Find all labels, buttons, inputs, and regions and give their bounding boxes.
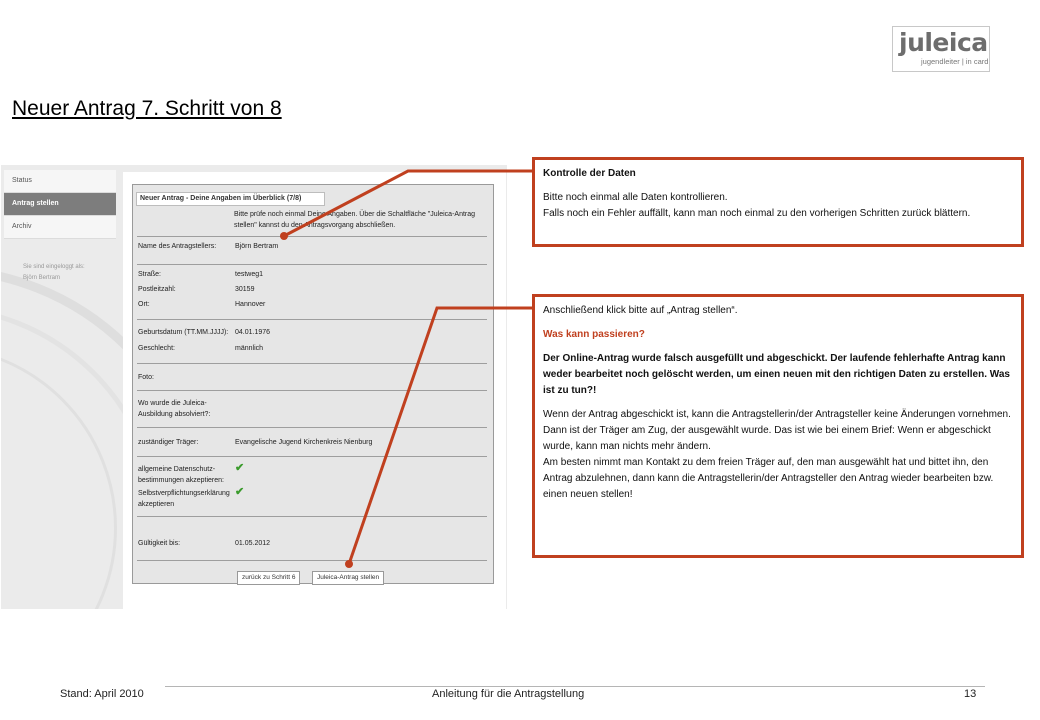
- value-name: Björn Bertram: [235, 243, 279, 250]
- submit-application-button[interactable]: Juleica-Antrag stellen: [312, 571, 384, 585]
- label-privacy: allgemeine Datenschutz-bestimmungen akzeptieren:: [138, 466, 224, 484]
- value-gender: männlich: [235, 345, 264, 352]
- checkmark-icon: ✔: [235, 486, 245, 498]
- value-validity: 01.05.2012: [235, 540, 271, 547]
- divider: [137, 516, 487, 517]
- spacer: [543, 343, 1013, 351]
- callout-submit-info: [532, 294, 1024, 558]
- slide-title: Neuer Antrag 7. Schritt von 8: [12, 97, 282, 120]
- value-birthdate: 04.01.1976: [235, 329, 271, 336]
- juleica-logo: [892, 26, 990, 72]
- label-city: Ort:: [138, 301, 150, 308]
- logo-word: juleica: [899, 28, 988, 57]
- callout-check-line2: Falls noch ein Fehler auffällt, kann man noch einmal zu den vorherigen Schritten zurück blättern.: [543, 208, 971, 219]
- label-commitment: Selbstverpflichtungserklärung akzeptieren: [138, 490, 230, 508]
- divider: [137, 560, 487, 561]
- value-street: testweg1: [235, 271, 264, 278]
- divider: [137, 390, 487, 391]
- form-header: Neuer Antrag - Deine Angaben im Überblick (7/8): [136, 192, 325, 206]
- callout-check-data: [532, 157, 1024, 247]
- callout-question: Was kann passieren?: [543, 329, 645, 340]
- callout-submit-line1: Anschließend klick bitte auf „Antrag stellen“.: [543, 305, 738, 316]
- callout-check-line1: Bitte noch einmal alle Daten kontrollieren.: [543, 192, 728, 203]
- form-intro: Bitte prüfe noch einmal Deine Angaben. Über die Schaltfläche "Juleica-Antrag stellen" kannst du den Antragsvorgang abschließen.: [234, 211, 476, 229]
- main-panel: [123, 172, 506, 609]
- label-street: Straße:: [138, 271, 161, 278]
- label-birthdate: Geburtsdatum (TT.MM.JJJJ):: [138, 329, 229, 336]
- divider: [137, 456, 487, 457]
- sidebar-item-antrag-stellen[interactable]: Antrag stellen: [4, 193, 116, 216]
- callout-paragraph-2: Am besten nimmt man Kontakt zu dem freien Träger auf, den man ausgewählt hat und bittet ihn, den Antrag abzulehnen, dann kann die Antragstellerin/der Antragsteller den Antrag wieder bearbeiten bzw. einen neuen stellen!: [543, 457, 994, 500]
- label-gender: Geschlecht:: [138, 345, 175, 352]
- spacer: [543, 182, 1013, 190]
- spacer: [543, 399, 1013, 407]
- footer-title: Anleitung für die Antragstellung: [432, 688, 585, 700]
- divider: [137, 427, 487, 428]
- checkmark-icon: ✔: [235, 462, 245, 474]
- spacer: [543, 319, 1013, 327]
- label-sponsor: zuständiger Träger:: [138, 439, 199, 446]
- sidebar-item-archiv[interactable]: Archiv: [4, 216, 116, 239]
- label-photo: Foto:: [138, 374, 154, 381]
- divider: [137, 319, 487, 320]
- value-city: Hannover: [235, 301, 266, 308]
- footer-divider: [165, 686, 985, 687]
- footer-date: Stand: April 2010: [60, 688, 144, 700]
- login-label: Sie sind eingeloggt als:: [23, 264, 85, 270]
- value-sponsor: Evangelische Jugend Kirchenkreis Nienburg: [235, 439, 373, 446]
- sidebar-nav: [4, 170, 116, 239]
- value-postcode: 30159: [235, 286, 255, 293]
- divider: [137, 264, 487, 265]
- divider: [137, 236, 487, 237]
- summary-form: [132, 184, 494, 584]
- sidebar-item-status[interactable]: Status: [4, 170, 116, 193]
- callout-check-title: Kontrolle der Daten: [543, 168, 636, 179]
- footer-page-number: 13: [964, 688, 977, 700]
- callout-paragraph-1: Wenn der Antrag abgeschickt ist, kann die Antragstellerin/der Antragsteller keine Änderungen vornehmen. Dann ist der Träger am Zug, der ausgewählt wurde. Das ist wie bei einem Brief: Wenn er abgeschickt wurde, kann man nichts mehr ändern.: [543, 409, 1011, 452]
- divider: [137, 363, 487, 364]
- back-button[interactable]: zurück zu Schritt 6: [237, 571, 300, 585]
- label-validity: Gültigkeit bis:: [138, 540, 181, 547]
- logo-tagline: jugendleiter | in card: [921, 57, 989, 66]
- label-training: Wo wurde die Juleica-Ausbildung absolviert?:: [138, 400, 211, 418]
- login-name: Björn Bertram: [23, 275, 61, 281]
- label-name: Name des Antragstellers:: [138, 243, 217, 250]
- label-postcode: Postleitzahl:: [138, 286, 176, 293]
- app-screenshot: [1, 165, 507, 609]
- callout-bold-text: Der Online-Antrag wurde falsch ausgefüllt und abgeschickt. Der laufende fehlerhafte Antrag kann weder bearbeitet noch gelöscht werden, um einen neuen mit den richtigen Daten zu erstellen. Was ist zu tun?!: [543, 353, 1010, 396]
